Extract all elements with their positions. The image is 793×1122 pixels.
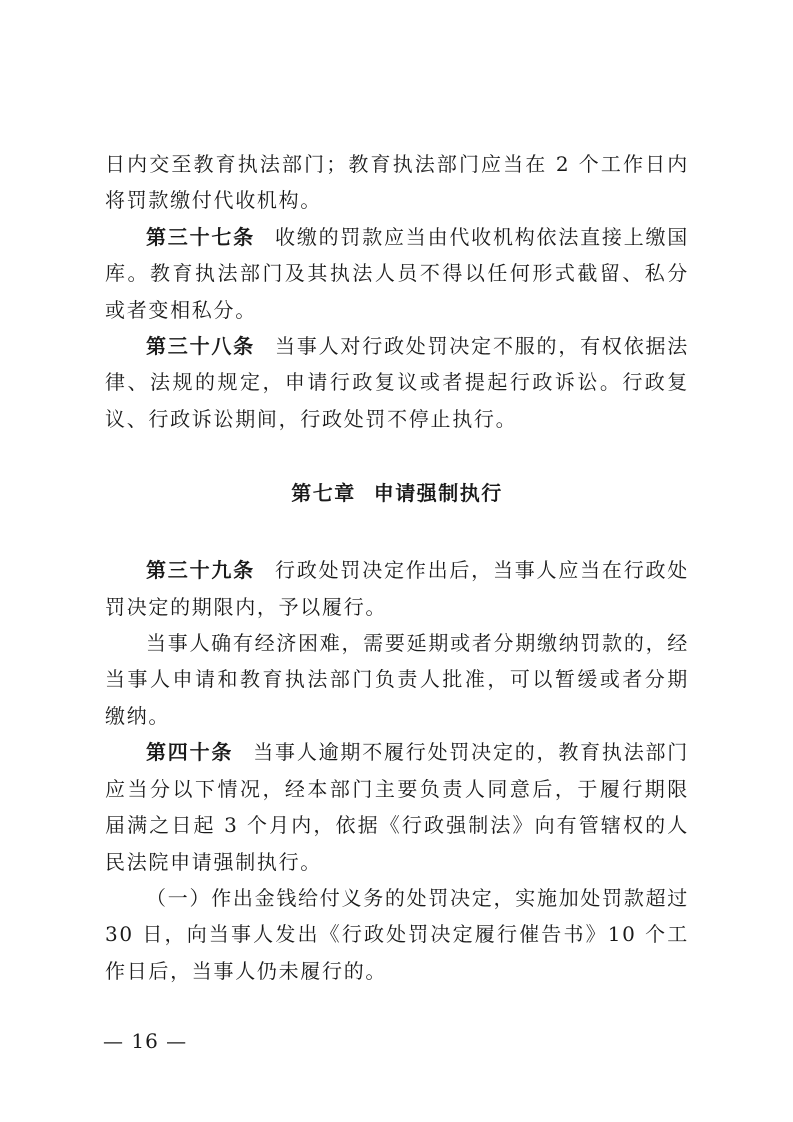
- article-38-heading: 第三十八条: [146, 334, 255, 359]
- article-40: [105, 734, 689, 880]
- article-38: [105, 328, 689, 437]
- chapter-heading: [105, 475, 689, 511]
- chapter-title: 申请强制执行: [373, 481, 503, 506]
- article-39: [105, 552, 689, 625]
- document-body: [105, 146, 689, 989]
- list-item-1: （一）作出金钱给付义务的处罚决定，实施加处罚款超过 30 日，向当事人发出《行政处罚决定履行催告书》10 个工作日后，当事人仍未履行的。: [105, 885, 689, 983]
- paragraph-continuation: 日内交至教育执法部门；教育执法部门应当在 2 个工作日内将罚款缴付代收机构。: [105, 152, 689, 213]
- chapter-number: 第七章: [291, 481, 356, 506]
- article-40-heading: 第四十条: [146, 740, 234, 765]
- paragraph-hardship: 当事人确有经济困难，需要延期或者分期缴纳罚款的，经当事人申请和教育执法部门负责人批准，可以暂缓或者分期缴纳。: [105, 631, 689, 728]
- article-37-text: 收缴的罚款应当由代收机构依法直接上缴国库。教育执法部门及其执法人员不得以任何形式截留、私分或者变相私分。: [105, 224, 690, 322]
- article-40-text: 当事人逾期不履行处罚决定的，教育执法部门应当分以下情况，经本部门主要负责人同意后，于履行期限届满之日起 3 个月内，依据《行政强制法》向有管辖权的人民法院申请强制执行。: [105, 740, 689, 874]
- article-37-heading: 第三十七条: [146, 224, 255, 249]
- article-39-text: 行政处罚决定作出后，当事人应当在行政处罚决定的期限内，予以履行。: [105, 558, 690, 619]
- article-37: [105, 219, 689, 328]
- page-number: — 16 —: [103, 1029, 188, 1053]
- article-38-text: 当事人对行政处罚决定不服的，有权依据法律、法规的规定，申请行政复议或者提起行政诉讼。行政复议、行政诉讼期间，行政处罚不停止执行。: [105, 334, 690, 431]
- article-39-heading: 第三十九条: [146, 558, 255, 583]
